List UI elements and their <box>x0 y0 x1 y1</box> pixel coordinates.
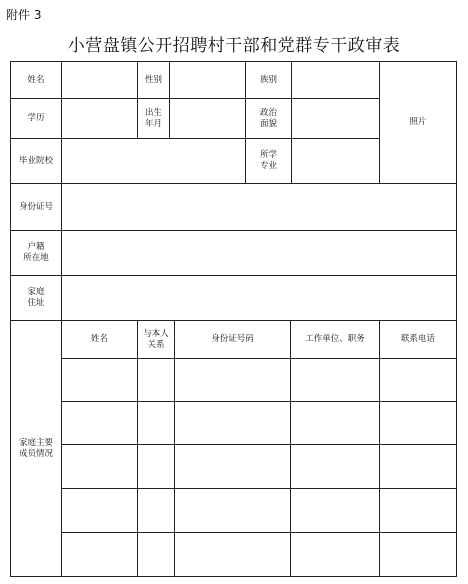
family-row[interactable] <box>62 402 456 444</box>
family-header-phone: 联系电话 <box>400 334 435 344</box>
page-title: 小营盘镇公开招聘村干部和党群专干政审表 <box>67 36 401 56</box>
birth-label: 出生 年月 <box>144 107 162 129</box>
political-status-field[interactable] <box>292 99 379 138</box>
attachment-label: 附件 3 <box>6 8 42 22</box>
ethnicity-label: 族别 <box>259 74 277 85</box>
gender-field[interactable] <box>170 62 245 98</box>
id-number-label: 身份证号 <box>18 201 53 212</box>
gender-label: 性别 <box>144 74 162 85</box>
family-header-name: 姓名 <box>90 334 108 344</box>
address-label: 家庭 住址 <box>27 287 45 308</box>
family-header-relation: 与本人 关系 <box>143 328 169 350</box>
family-members-label: 家庭主要 成员情况 <box>18 437 53 459</box>
hukou-label: 户籍 所在地 <box>23 242 49 263</box>
address-field[interactable] <box>62 276 456 320</box>
school-field[interactable] <box>62 139 245 183</box>
ethnicity-field[interactable] <box>292 62 379 98</box>
family-row[interactable] <box>62 445 456 488</box>
major-field[interactable] <box>292 139 379 183</box>
family-row[interactable] <box>62 489 456 532</box>
name-label: 姓名 <box>27 74 45 85</box>
family-header-id: 身份证号码 <box>211 334 254 344</box>
political-status-label: 政治 面貌 <box>259 107 277 129</box>
education-label: 学历 <box>27 113 45 123</box>
family-header-work: 工作单位、职务 <box>305 334 365 344</box>
photo-placeholder[interactable]: 照片 <box>409 117 427 127</box>
school-label: 毕业院校 <box>18 155 53 166</box>
birth-field[interactable] <box>170 99 245 138</box>
id-number-field[interactable] <box>62 184 456 230</box>
major-label: 所学 专业 <box>259 150 277 171</box>
family-row[interactable] <box>62 359 456 401</box>
education-field[interactable] <box>62 99 137 138</box>
family-row[interactable] <box>62 533 456 576</box>
hukou-field[interactable] <box>62 231 456 275</box>
name-field[interactable] <box>62 62 137 98</box>
